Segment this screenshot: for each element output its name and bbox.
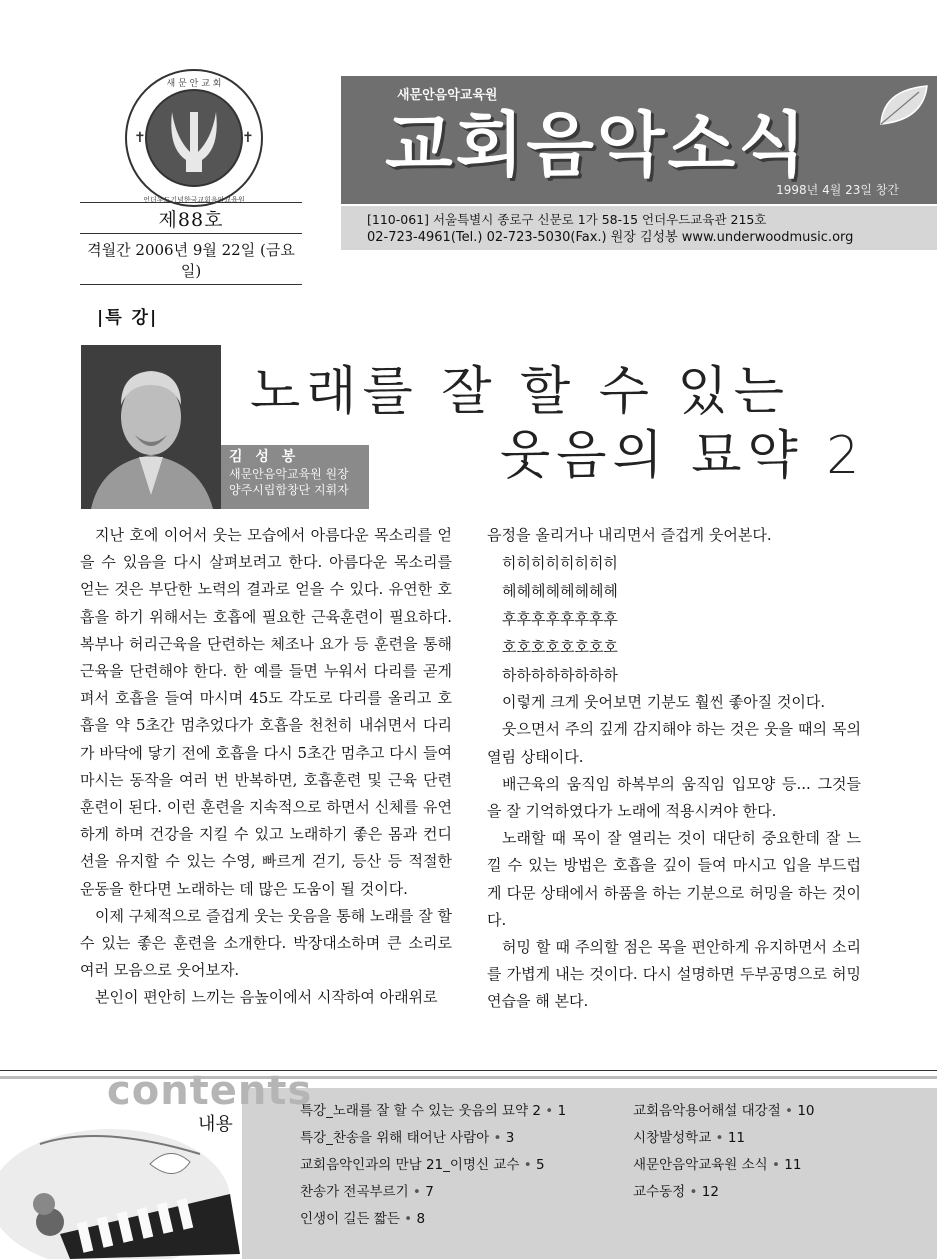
toc-item-page: 11 (784, 1157, 802, 1173)
toc-item-page: 10 (797, 1103, 815, 1119)
toc-item[interactable] (300, 1098, 566, 1125)
toc-item-title: 시창발성학교 (633, 1130, 712, 1146)
toc-item[interactable] (300, 1152, 566, 1179)
toc-item-title: 교수동정 (633, 1184, 686, 1200)
toc-item-page: 5 (535, 1157, 545, 1173)
article-paragraph: 이제 구체적으로 즐겁게 웃는 웃음을 통해 노래를 잘 할 수 있는 좋은 훈련을 소개한다. 박장대소하며 큰 소리로 여러 모음으로 웃어보자. (80, 906, 452, 980)
bullet-icon: • (523, 1157, 532, 1173)
laugh-item: 후후후후후후후후 (502, 610, 618, 629)
article-paragraph: 허밍 할 때 주의할 점은 목을 편안하게 유지하면서 소리를 가볍게 내는 것이다. 다시 설명하면 두부공명으로 허밍연습을 해 본다. (487, 938, 861, 1011)
issue-date: 격월간 2006년 9월 22일 (금요일) (80, 234, 302, 285)
toc-item[interactable] (300, 1206, 566, 1233)
author-photo (81, 345, 221, 509)
laugh-item: 히히히히히히히히 (502, 554, 618, 573)
bullet-icon: • (689, 1184, 698, 1200)
article-paragraph: 배근육의 움직임 하복부의 움직임 입모양 등... 그것들을 잘 기억하였다가 노래에 적용시켜야 한다. (487, 774, 861, 821)
article-paragraph: 웃으면서 주의 깊게 감지해야 하는 것은 웃을 때의 목의 열림 상태이다. (487, 720, 861, 766)
article-title-line1: 노래를 잘 할 수 있는 (250, 362, 790, 422)
toc-item[interactable] (300, 1125, 566, 1152)
contents-heading-ko: 내용 (198, 1114, 233, 1135)
newsletter-banner (341, 76, 937, 204)
svg-text:✝: ✝ (242, 130, 254, 146)
toc-item-page: 8 (416, 1211, 426, 1227)
laugh-item: 하하하하하하하하 (502, 666, 618, 685)
toc-item-page: 7 (425, 1184, 434, 1200)
article-paragraph: 이렇게 크게 웃어보면 기분도 훨씬 좋아질 것이다. (502, 693, 826, 712)
bullet-icon: • (785, 1103, 794, 1119)
article-column-right (487, 522, 861, 1016)
article-title-line2: 웃음의 묘약 2 (500, 426, 866, 486)
toc-item-page: 1 (557, 1103, 567, 1119)
address-line: [110-061] 서울특별시 종로구 신문로 1가 58-15 언더우드교육관 215호 (367, 212, 767, 227)
article-paragraph: 지난 호에 이어서 웃는 모습에서 아름다운 목소리를 얻을 수 있음을 다시 살펴보려고 한다. 아름다운 목소리를 얻는 것은 부단한 노력의 결과로 얻을 수 있다. 유연한 호흡을 하기 위해서는 호흡에 필요한 근육훈련이 필요하다. 복부나 허리근육을 단련하는 체조나 요가 등 훈련을 통해 근육을 단련해야 한다. 한 예를 들면 누워서 다리를 곧게 펴서 호흡을 들여 마시며 45도 각도로 다리를 올리고 호흡을 약 5초간 멈추었다가 호흡을 천천히 내쉬면서 다리가 바닥에 닿기 전에 호흡을 다시 5초간 멈추고 다시 들여 마시는 동작을 여러 번 반복하면, 호흡훈련 및 근육 단련 훈련이 된다. 이런 훈련을 지속적으로 하면서 신체를 유연하게 하며 건강을 지킬 수 있고 노래하기 좋은 몸과 컨디션을 유지할 수 있는 수영, 빠르게 걷기, 등산 등 적절한 운동을 한다면 노래하는 데 많은 도움이 될 것이다. (80, 526, 452, 898)
bullet-icon: • (772, 1157, 780, 1173)
issue-number: 제88호 (80, 202, 302, 234)
toc-item[interactable] (300, 1179, 566, 1206)
author-role: 양주시립합창단 지휘자 (229, 483, 349, 497)
toc-column-left (300, 1098, 566, 1233)
leaf-icon (873, 80, 933, 130)
toc-item[interactable] (633, 1152, 815, 1179)
laugh-item: 헤헤헤헤헤헤헤헤 (502, 582, 618, 601)
toc-item-title: 인생이 길든 짧든 (300, 1211, 400, 1227)
author-role: 새문안음악교육원 원장 (229, 467, 349, 481)
article-title (250, 360, 865, 488)
toc-item-title: 교회음악용어해설 대강절 (633, 1103, 781, 1119)
article-paragraph: 음정을 올리거나 내리면서 즐겁게 웃어본다. (487, 526, 772, 544)
toc-item[interactable] (633, 1125, 815, 1152)
section-tag: |특 강| (97, 308, 159, 328)
toc-item-title: 교회음악인과의 만남 21_이명신 교수 (300, 1157, 520, 1173)
issue-info (80, 202, 302, 285)
newsletter-title: 교회음악소식 (385, 104, 809, 186)
toc-item[interactable] (633, 1179, 815, 1206)
svg-text:새 문 안 교 회: 새 문 안 교 회 (166, 79, 222, 89)
bullet-icon: • (715, 1130, 724, 1146)
toc-item-title: 찬송가 전곡부르기 (300, 1184, 409, 1200)
contents-heading: contents (107, 1068, 313, 1114)
toc-item-title: 특강_찬송을 위해 태어난 사람아 (300, 1130, 490, 1146)
author-name: 김 성 봉 (229, 449, 300, 465)
toc-item-page: 11 (727, 1130, 745, 1146)
article-paragraph: 본인이 편안히 느끼는 음높이에서 시작하여 아래위로 (95, 988, 438, 1007)
bullet-icon: • (493, 1130, 502, 1146)
svg-text:✝: ✝ (134, 130, 146, 146)
contact-bar (341, 206, 937, 250)
toc-item[interactable] (633, 1098, 815, 1125)
contact-line: 02-723-4961(Tel.) 02-723-5030(Fax.) 원장 김성봉 www.underwoodmusic.org (367, 230, 854, 245)
toc-column-right (633, 1098, 815, 1206)
toc-item-title: 특강_노래를 잘 할 수 있는 웃음의 묘약 2 (300, 1103, 541, 1119)
laugh-list (487, 549, 861, 689)
laugh-item: 호호호호호호호호 (502, 638, 618, 657)
toc-item-page: 12 (701, 1184, 719, 1200)
bullet-icon: • (404, 1211, 413, 1227)
toc-item-page: 3 (505, 1130, 515, 1146)
bullet-icon: • (545, 1103, 554, 1119)
org-name: 새문안음악교육원 (397, 88, 498, 103)
article-column-left (80, 522, 452, 1012)
founded-date: 1998년 4월 23일 창간 (776, 183, 899, 197)
bullet-icon: • (412, 1184, 421, 1200)
article-paragraph: 노래할 때 목이 잘 열리는 것이 대단히 중요한데 잘 느낄 수 있는 방법은 호흡을 깊이 들여 마시고 입을 부드럽게 다문 상태에서 하품을 하는 기분으로 허밍을 하는 것이다. (487, 829, 861, 929)
svg-text:언더우드기념한국교회음악교육원: 언더우드기념한국교회음악교육원 (143, 196, 245, 204)
school-seal-logo (124, 68, 264, 208)
toc-item-title: 새문안음악교육원 소식 (633, 1157, 768, 1173)
